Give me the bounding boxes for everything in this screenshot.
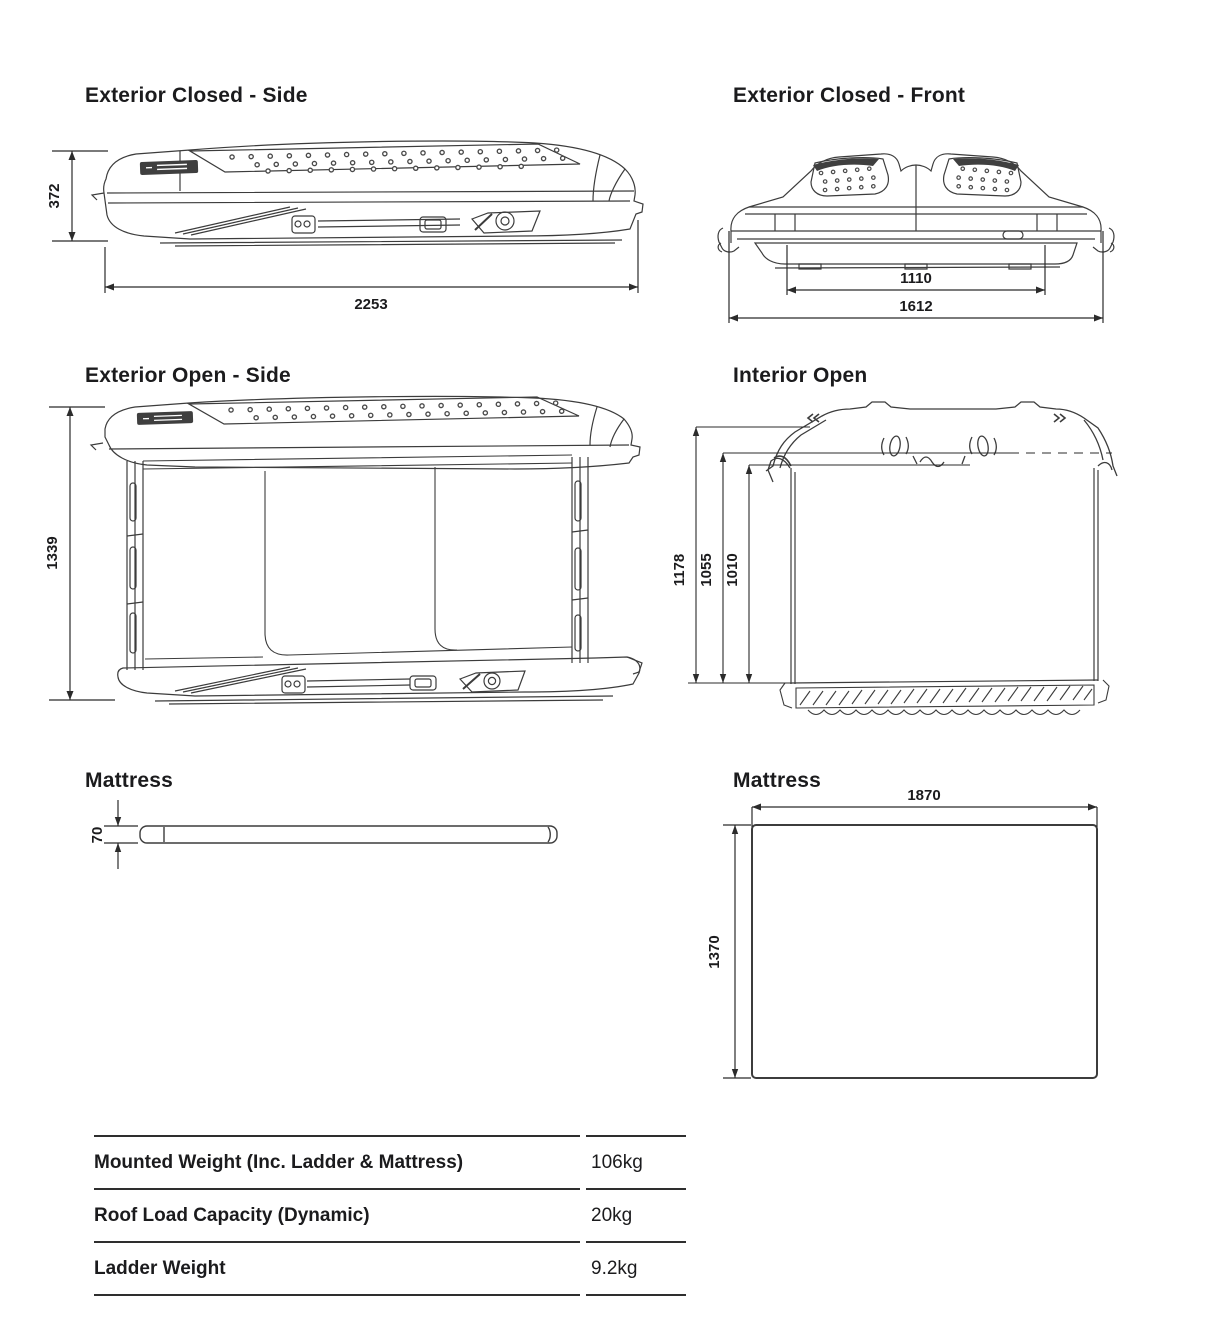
closed-front-body xyxy=(718,154,1114,269)
mattress-side-bar xyxy=(140,826,557,843)
dim-label-1870: 1870 xyxy=(907,787,941,804)
drawing-exterior-closed-front xyxy=(715,135,1206,335)
open-side-base xyxy=(118,657,642,704)
dim-mattress-width xyxy=(723,825,751,1078)
dim-label-70: 70 xyxy=(89,826,106,844)
open-side-tent-body xyxy=(143,455,572,659)
dim-interior-heights xyxy=(688,427,1112,683)
dim-label-1612: 1612 xyxy=(899,298,933,315)
drawing-exterior-open-side xyxy=(35,395,670,725)
dim-label-1055: 1055 xyxy=(698,553,715,587)
open-side-perforations xyxy=(231,403,573,418)
title-mattress-top: Mattress xyxy=(733,769,821,792)
title-mattress-side: Mattress xyxy=(85,769,173,792)
drawing-exterior-closed-side xyxy=(40,135,670,315)
open-side-rails xyxy=(127,457,588,670)
table-row xyxy=(94,1188,686,1241)
spec-value-mounted-weight: 106kg xyxy=(586,1135,686,1188)
open-side-brand-plate xyxy=(137,411,193,425)
interior-roof-profile xyxy=(766,402,1117,482)
spec-table xyxy=(88,1135,692,1296)
interior-walls xyxy=(774,456,1098,684)
dim-label-2253: 2253 xyxy=(354,296,388,313)
mattress-top-outline xyxy=(752,825,1097,1078)
spec-label-roof-load: Roof Load Capacity (Dynamic) xyxy=(94,1188,580,1241)
spec-value-roof-load: 20kg xyxy=(586,1188,686,1241)
dim-mattress-thickness xyxy=(104,800,138,869)
title-exterior-closed-side: Exterior Closed - Side xyxy=(85,84,308,107)
closed-side-brand-plate xyxy=(140,160,198,175)
spec-value-ladder-weight: 9.2kg xyxy=(586,1241,686,1296)
dim-label-1110: 1110 xyxy=(900,270,932,287)
dim-label-1370: 1370 xyxy=(706,935,723,969)
interior-floor xyxy=(780,680,1109,715)
spec-label-mounted-weight: Mounted Weight (Inc. Ladder & Mattress) xyxy=(94,1135,580,1188)
dim-label-1010: 1010 xyxy=(724,553,741,587)
title-interior-open: Interior Open xyxy=(733,364,868,387)
drawing-mattress-side xyxy=(80,790,580,880)
table-row xyxy=(94,1241,686,1296)
dim-label-1178: 1178 xyxy=(671,553,688,587)
drawing-mattress-top xyxy=(695,775,1120,1090)
drawing-interior-open xyxy=(670,400,1135,725)
dim-label-372: 372 xyxy=(46,183,63,209)
table-row xyxy=(94,1135,686,1188)
title-exterior-closed-front: Exterior Closed - Front xyxy=(733,84,966,107)
dim-label-1339: 1339 xyxy=(44,536,61,570)
dim-mattress-length xyxy=(752,804,1097,828)
title-exterior-open-side: Exterior Open - Side xyxy=(85,364,291,387)
spec-label-ladder-weight: Ladder Weight xyxy=(94,1241,580,1296)
